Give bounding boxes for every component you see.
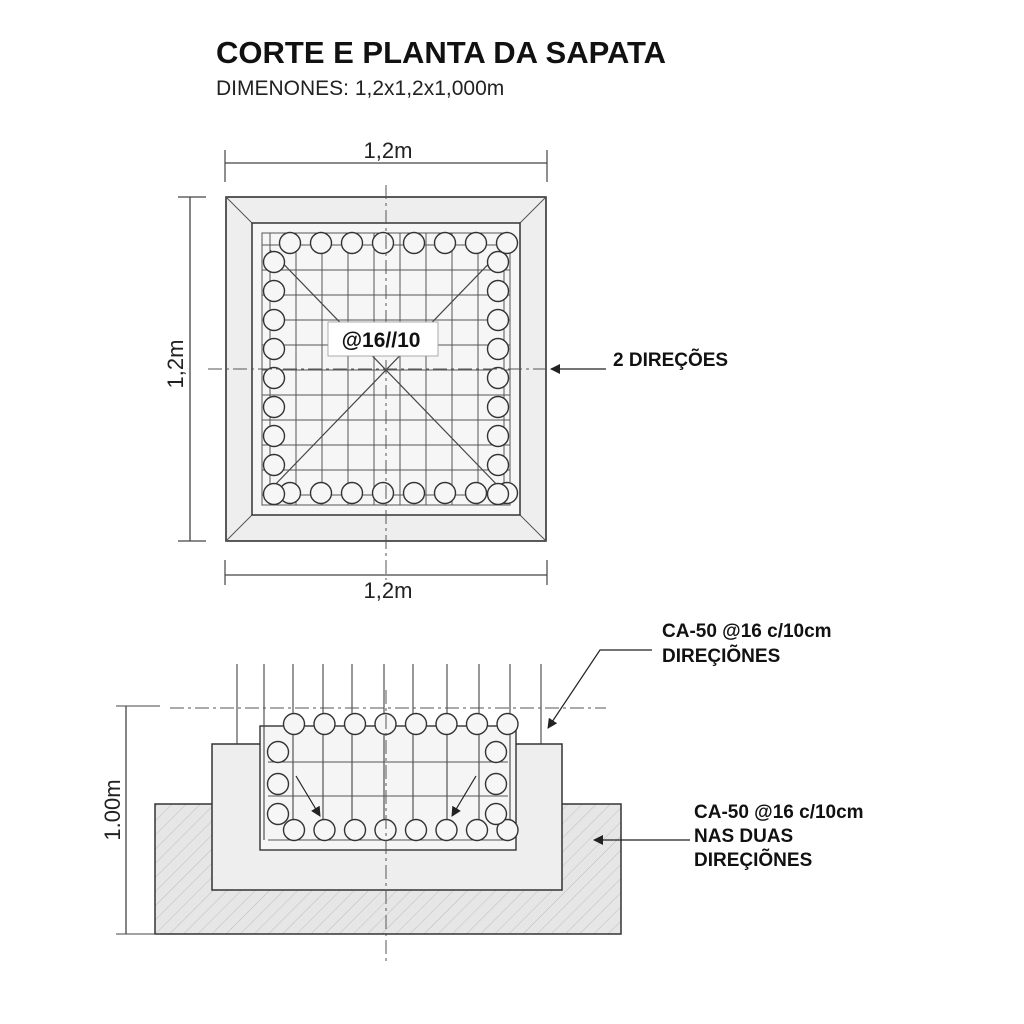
rebar-bar-right: [488, 455, 509, 476]
note1-leader: [548, 650, 652, 728]
section-bar-bottom: [467, 820, 488, 841]
rebar-bar-right: [488, 397, 509, 418]
rebar-bar-left: [264, 252, 285, 273]
section-bar-top: [497, 714, 518, 735]
section-bar-left: [268, 774, 289, 795]
section-height-label: 1.00m: [100, 779, 125, 841]
rebar-bar-top: [373, 233, 394, 254]
section-bar-bottom: [436, 820, 457, 841]
rebar-bar-left: [264, 484, 285, 505]
rebar-bar-left: [264, 397, 285, 418]
rebar-bar-left: [264, 281, 285, 302]
section-view: [100, 621, 864, 962]
note2-line2: NAS DUAS: [694, 826, 794, 847]
rebar-bar-right: [488, 484, 509, 505]
section-bar-top: [345, 714, 366, 735]
rebar-bar-top: [497, 233, 518, 254]
rebar-bar-top: [311, 233, 332, 254]
note1-line2: DIREÇIÕNES: [662, 646, 781, 667]
section-bar-bottom: [345, 820, 366, 841]
rebar-bar-bottom: [435, 483, 456, 504]
rebar-bar-left: [264, 368, 285, 389]
rebar-bar-top: [404, 233, 425, 254]
note1-line1: CA-50 @16 c/10cm: [662, 621, 832, 642]
rebar-bar-left: [264, 339, 285, 360]
section-bar-top: [436, 714, 457, 735]
rebar-bar-right: [488, 310, 509, 331]
rebar-bar-left: [264, 455, 285, 476]
direction-note: 2 DIREÇÕES: [613, 350, 729, 371]
section-bar-right: [486, 774, 507, 795]
section-bar-left: [268, 804, 289, 825]
rebar-bar-bottom: [342, 483, 363, 504]
section-bar-top: [467, 714, 488, 735]
section-bar-top: [314, 714, 335, 735]
section-bar-bottom: [314, 820, 335, 841]
section-bar-bottom: [284, 820, 305, 841]
page-subtitle: DIMENONES: 1,2x1,2x1,000m: [216, 77, 505, 100]
rebar-tag: @16//10: [341, 329, 421, 352]
rebar-bar-bottom: [466, 483, 487, 504]
note2-line1: CA-50 @16 c/10cm: [694, 802, 864, 823]
rebar-bar-top: [342, 233, 363, 254]
rebar-bar-right: [488, 368, 509, 389]
section-bar-left: [268, 742, 289, 763]
rebar-bar-right: [488, 339, 509, 360]
plan-height-label: 1,2m: [163, 339, 188, 389]
rebar-bar-right: [488, 426, 509, 447]
plan-top-width-label: 1,2m: [363, 138, 413, 163]
section-bar-right: [486, 804, 507, 825]
rebar-bar-bottom: [311, 483, 332, 504]
rebar-bar-bottom: [373, 483, 394, 504]
rebar-bar-top: [435, 233, 456, 254]
rebar-bar-top: [280, 233, 301, 254]
rebar-bar-top: [466, 233, 487, 254]
rebar-bar-right: [488, 252, 509, 273]
section-bar-top: [284, 714, 305, 735]
note2-line3: DIREÇIÕNES: [694, 850, 813, 871]
rebar-bar-bottom: [404, 483, 425, 504]
page-title: CORTE E PLANTA DA SAPATA: [216, 35, 667, 70]
rebar-bar-left: [264, 310, 285, 331]
rebar-bar-right: [488, 281, 509, 302]
rebar-bar-left: [264, 426, 285, 447]
section-bar-right: [486, 742, 507, 763]
plan-view: [163, 138, 728, 603]
section-bar-bottom: [406, 820, 427, 841]
section-bar-top: [406, 714, 427, 735]
plan-bottom-width-label: 1,2m: [363, 578, 413, 603]
